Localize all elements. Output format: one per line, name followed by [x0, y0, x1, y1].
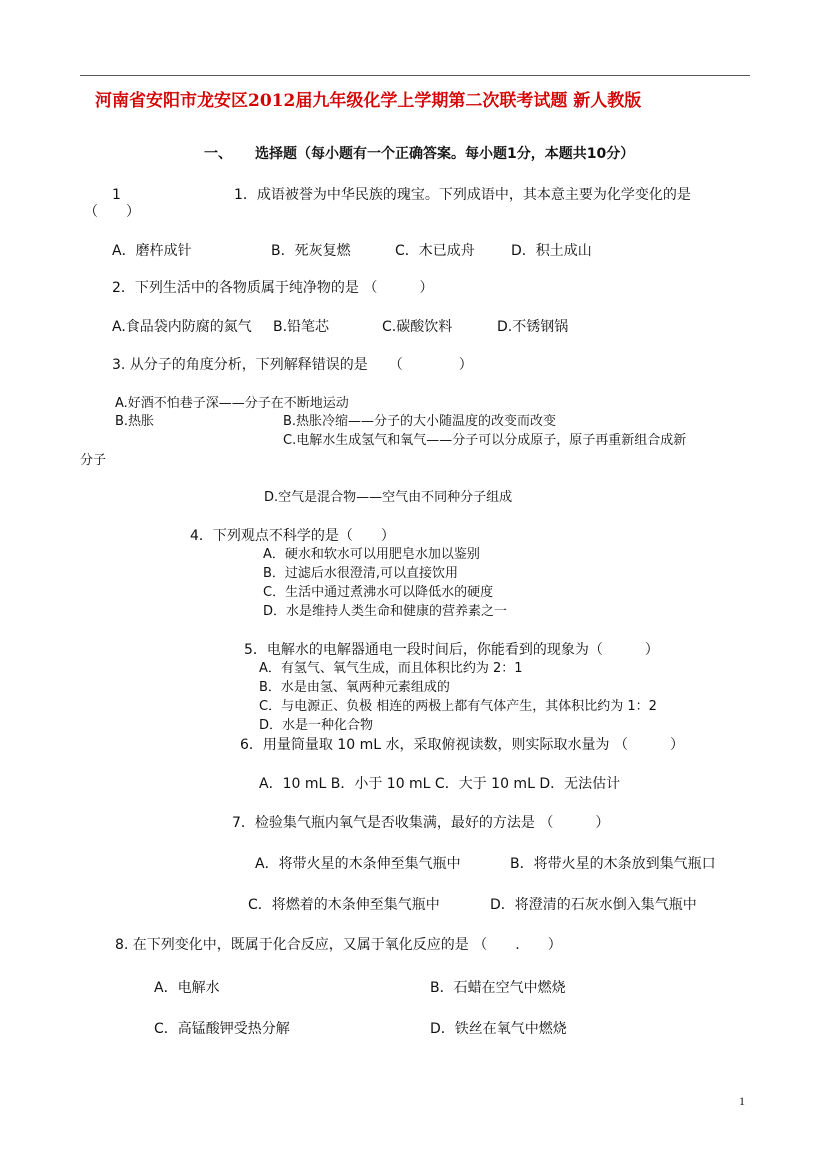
q8-option-b: B．石蜡在空气中燃烧: [430, 980, 566, 996]
question-5-stem: 5．电解水的电解器通电一段时间后，你能看到的现象为（ ）: [244, 642, 659, 658]
question-1-answer-blank: （ ）: [84, 204, 140, 220]
q4-option-b: B．过滤后水很澄清,可以直接饮用: [263, 566, 459, 581]
q7-option-a: A．将带火星的木条伸至集气瓶中: [255, 856, 461, 872]
q4-option-d: D．水是维持人类生命和健康的营养素之一: [263, 604, 508, 619]
q7-option-b: B．将带火星的木条放到集气瓶口: [510, 856, 716, 872]
q1-option-c: C．木已成舟: [395, 243, 475, 259]
q2-option-b: B.铅笔芯: [273, 319, 330, 335]
q2-option-d: D.不锈钢锅: [497, 319, 569, 335]
q7-option-d: D．将澄清的石灰水倒入集气瓶中: [490, 897, 697, 913]
q7-option-c: C．将燃着的木条伸至集气瓶中: [248, 897, 440, 913]
question-4-stem: 4．下列观点不科学的是（ ）: [190, 528, 395, 544]
q8-option-d: D．铁丝在氧气中燃烧: [430, 1021, 567, 1037]
q4-option-a: A．硬水和软水可以用肥皂水加以鉴别: [263, 547, 480, 562]
question-1-number: 1: [112, 187, 121, 203]
q8-option-a: A．电解水: [154, 980, 220, 996]
page-title: 河南省安阳市龙安区2012届九年级化学上学期第二次联考试题 新人教版: [95, 91, 642, 111]
q5-option-a: A．有氢气、氧气生成，而且体积比约为 2：1: [259, 661, 523, 676]
q3-option-c: C.电解水生成氢气和氧气——分子可以分成原子，原子再重新组合成新: [283, 433, 687, 448]
q5-option-d: D．水是一种化合物: [259, 718, 374, 733]
q4-option-c: C．生活中通过煮沸水可以降低水的硬度: [263, 585, 494, 600]
q3-option-a: A.好酒不怕巷子深——分子在不断地运动: [115, 396, 349, 411]
question-1-stem: 1．成语被誉为中华民族的瑰宝。下列成语中，其本意主要为化学变化的是: [234, 187, 691, 203]
q3-option-c-continued: 分子: [80, 453, 107, 468]
q1-option-a: A．磨杵成针: [112, 243, 192, 259]
q2-option-a: A.食品袋内防腐的氮气: [112, 319, 252, 335]
q3-option-d: D.空气是混合物——空气由不同种分子组成: [264, 490, 513, 505]
q5-option-b: B．水是由氢、氧两种元素组成的: [259, 680, 450, 695]
q1-option-d: D．积土成山: [511, 243, 592, 259]
q1-option-b: B．死灰复燃: [271, 243, 351, 259]
question-7-stem: 7．检验集气瓶内氧气是否收集满，最好的方法是 （ ）: [232, 815, 610, 831]
q5-option-c: C．与电源正、负极 相连的两极上都有气体产生，其体积比约为 1：2: [259, 699, 657, 714]
q3-option-b-fragment: B.热胀: [115, 414, 155, 429]
q3-option-b: B.热胀冷缩——分子的大小随温度的改变而改变: [283, 414, 557, 429]
q8-option-c: C．高锰酸钾受热分解: [154, 1021, 290, 1037]
q6-options: A．10 mL B．小于 10 mL C．大于 10 mL D．无法估计: [259, 776, 621, 792]
question-3-stem: 3. 从分子的角度分析，下列解释错误的是 （ ）: [112, 357, 473, 373]
section-number: 一、: [204, 146, 232, 162]
question-6-stem: 6．用量筒量取 10 mL 水，采取俯视读数，则实际取水量为 （ ）: [240, 737, 684, 753]
question-8-stem: 8. 在下列变化中，既属于化合反应，又属于氧化反应的是 （ . ）: [115, 937, 562, 953]
question-2-stem: 2．下列生活中的各物质属于纯净物的是 （ ）: [112, 280, 434, 296]
header-rule: [80, 75, 750, 76]
q2-option-c: C.碳酸饮料: [382, 319, 453, 335]
page-number: 1: [739, 1094, 745, 1108]
section-heading: 选择题（每小题有一个正确答案。每小题1分，本题共10分）: [255, 146, 635, 162]
